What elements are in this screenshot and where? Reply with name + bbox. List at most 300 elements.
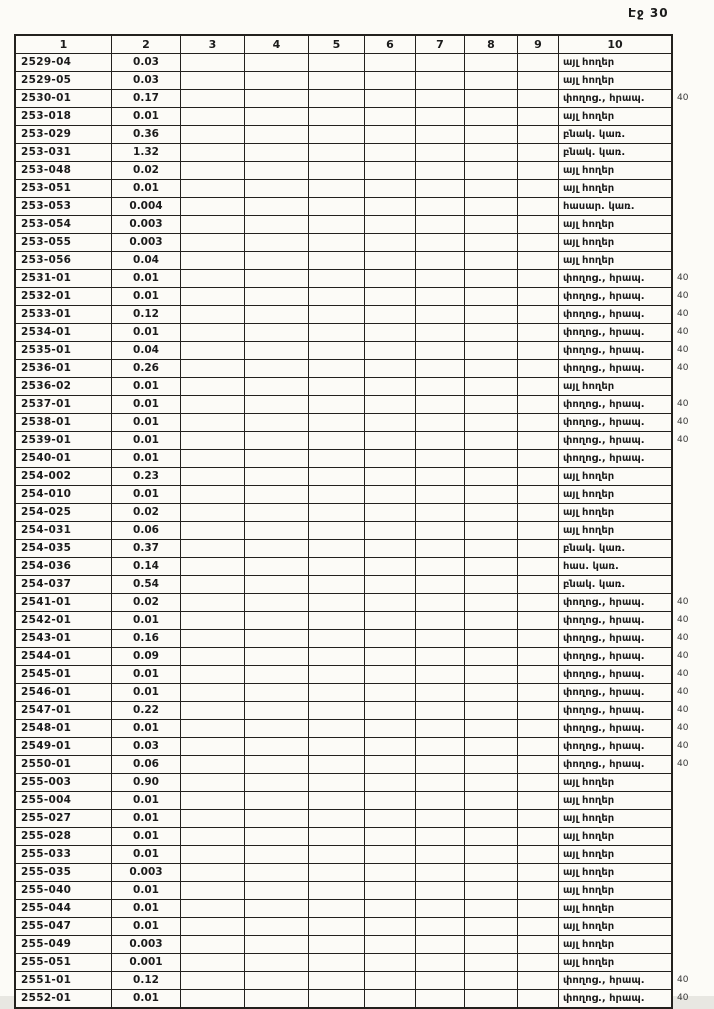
row-value-cell: 0.54 <box>112 576 180 593</box>
empty-cell <box>365 738 415 755</box>
empty-cell <box>181 144 244 161</box>
row-use-cell: փողոց., հրապ. <box>559 342 671 359</box>
row-code-cell: 254-036 <box>16 558 111 575</box>
empty-cell <box>245 90 308 107</box>
empty-cell <box>309 594 364 611</box>
empty-cell <box>245 576 308 593</box>
empty-cell <box>245 918 308 935</box>
empty-cell <box>465 270 517 287</box>
row-use-cell: այլ հողեր <box>559 864 671 881</box>
empty-cell <box>365 792 415 809</box>
empty-cell <box>309 270 364 287</box>
row-use-cell: այլ հողեր <box>559 252 671 269</box>
row-value-cell: 0.37 <box>112 540 180 557</box>
empty-cell <box>416 684 464 701</box>
empty-cell <box>181 126 244 143</box>
row-value-cell: 0.01 <box>112 918 180 935</box>
row-code-cell: 254-002 <box>16 468 111 485</box>
empty-cell <box>181 108 244 125</box>
empty-cell <box>309 612 364 629</box>
empty-cell <box>416 648 464 665</box>
empty-cell <box>245 288 308 305</box>
empty-cell <box>245 738 308 755</box>
empty-cell <box>181 450 244 467</box>
row-value-cell: 0.01 <box>112 900 180 917</box>
empty-cell <box>365 612 415 629</box>
empty-cell <box>416 306 464 323</box>
empty-cell <box>416 918 464 935</box>
empty-cell <box>245 666 308 683</box>
empty-cell <box>365 756 415 773</box>
empty-cell <box>309 576 364 593</box>
row-code-cell: 254-010 <box>16 486 111 503</box>
row-use-cell: փողոց., հրապ. <box>559 720 671 737</box>
empty-cell <box>416 972 464 989</box>
empty-cell <box>181 90 244 107</box>
empty-cell <box>181 54 244 71</box>
empty-cell <box>245 540 308 557</box>
row-use-cell: փողոց., հրապ. <box>559 702 671 719</box>
row-use-cell: այլ հողեր <box>559 486 671 503</box>
empty-cell <box>245 486 308 503</box>
margin-note: 40 <box>677 705 689 715</box>
empty-cell <box>518 792 558 809</box>
empty-cell <box>309 666 364 683</box>
empty-cell <box>518 720 558 737</box>
empty-cell <box>465 594 517 611</box>
empty-cell <box>309 900 364 917</box>
empty-cell <box>518 162 558 179</box>
empty-cell <box>181 252 244 269</box>
empty-cell <box>181 270 244 287</box>
margin-note: 40 <box>677 435 689 445</box>
margin-note: 40 <box>677 687 689 697</box>
empty-cell <box>465 630 517 647</box>
row-code-cell: 254-037 <box>16 576 111 593</box>
empty-cell <box>416 324 464 341</box>
row-code-cell: 255-004 <box>16 792 111 809</box>
row-code-cell: 254-025 <box>16 504 111 521</box>
row-value-cell: 0.36 <box>112 126 180 143</box>
empty-cell <box>465 576 517 593</box>
empty-cell <box>245 144 308 161</box>
column-header: 5 <box>309 36 364 53</box>
row-code-cell: 255-035 <box>16 864 111 881</box>
row-use-cell: բնակ. կառ. <box>559 576 671 593</box>
row-value-cell: 0.26 <box>112 360 180 377</box>
empty-cell <box>181 666 244 683</box>
empty-cell <box>309 144 364 161</box>
empty-cell <box>416 342 464 359</box>
empty-cell <box>518 630 558 647</box>
empty-cell <box>245 180 308 197</box>
empty-cell <box>245 342 308 359</box>
row-value-cell: 0.01 <box>112 432 180 449</box>
empty-cell <box>465 432 517 449</box>
empty-cell <box>416 846 464 863</box>
empty-cell <box>245 864 308 881</box>
empty-cell <box>518 558 558 575</box>
empty-cell <box>309 702 364 719</box>
row-value-cell: 0.02 <box>112 594 180 611</box>
margin-note: 40 <box>677 273 689 283</box>
empty-cell <box>365 504 415 521</box>
row-code-cell: 2544-01 <box>16 648 111 665</box>
row-code-cell: 255-027 <box>16 810 111 827</box>
row-use-cell: փողոց., հրապ. <box>559 90 671 107</box>
empty-cell <box>181 342 244 359</box>
row-value-cell: 0.01 <box>112 396 180 413</box>
empty-cell <box>465 558 517 575</box>
margin-note: 40 <box>677 597 689 607</box>
empty-cell <box>465 126 517 143</box>
row-use-cell: այլ հողեր <box>559 54 671 71</box>
row-use-cell: փողոց., հրապ. <box>559 990 671 1007</box>
empty-cell <box>518 450 558 467</box>
empty-cell <box>181 774 244 791</box>
row-use-cell: փողոց., հրապ. <box>559 648 671 665</box>
empty-cell <box>245 972 308 989</box>
row-use-cell: փողոց., հրապ. <box>559 972 671 989</box>
land-register-table <box>14 34 673 1009</box>
column-header: 9 <box>518 36 558 53</box>
empty-cell <box>181 324 244 341</box>
empty-cell <box>416 666 464 683</box>
empty-cell <box>245 324 308 341</box>
empty-cell <box>181 540 244 557</box>
empty-cell <box>465 378 517 395</box>
empty-cell <box>465 846 517 863</box>
empty-cell <box>245 360 308 377</box>
empty-cell <box>181 576 244 593</box>
empty-cell <box>518 756 558 773</box>
row-code-cell: 253-056 <box>16 252 111 269</box>
empty-cell <box>309 126 364 143</box>
empty-cell <box>416 756 464 773</box>
empty-cell <box>518 432 558 449</box>
empty-cell <box>518 270 558 287</box>
row-code-cell: 253-029 <box>16 126 111 143</box>
row-use-cell: փողոց., հրապ. <box>559 612 671 629</box>
empty-cell <box>309 918 364 935</box>
empty-cell <box>309 306 364 323</box>
empty-cell <box>416 216 464 233</box>
row-value-cell: 0.003 <box>112 864 180 881</box>
empty-cell <box>465 954 517 971</box>
empty-cell <box>465 414 517 431</box>
empty-cell <box>416 180 464 197</box>
row-value-cell: 0.06 <box>112 522 180 539</box>
empty-cell <box>365 882 415 899</box>
row-code-cell: 254-031 <box>16 522 111 539</box>
empty-cell <box>416 378 464 395</box>
empty-cell <box>416 792 464 809</box>
empty-cell <box>465 450 517 467</box>
empty-cell <box>465 108 517 125</box>
row-code-cell: 253-018 <box>16 108 111 125</box>
row-value-cell: 0.90 <box>112 774 180 791</box>
empty-cell <box>365 594 415 611</box>
empty-cell <box>181 684 244 701</box>
empty-cell <box>465 972 517 989</box>
empty-cell <box>518 468 558 485</box>
empty-cell <box>465 648 517 665</box>
row-value-cell: 0.01 <box>112 666 180 683</box>
empty-cell <box>416 270 464 287</box>
row-value-cell: 0.16 <box>112 630 180 647</box>
empty-cell <box>365 288 415 305</box>
empty-cell <box>181 972 244 989</box>
row-value-cell: 0.001 <box>112 954 180 971</box>
row-value-cell: 0.01 <box>112 990 180 1007</box>
empty-cell <box>365 972 415 989</box>
row-use-cell: այլ հողեր <box>559 234 671 251</box>
empty-cell <box>245 720 308 737</box>
margin-note: 40 <box>677 309 689 319</box>
empty-cell <box>465 684 517 701</box>
empty-cell <box>309 990 364 1007</box>
empty-cell <box>365 702 415 719</box>
empty-cell <box>416 522 464 539</box>
empty-cell <box>518 594 558 611</box>
margin-note: 40 <box>677 741 689 751</box>
empty-cell <box>465 540 517 557</box>
empty-cell <box>245 504 308 521</box>
empty-cell <box>181 216 244 233</box>
row-code-cell: 255-047 <box>16 918 111 935</box>
empty-cell <box>365 234 415 251</box>
empty-cell <box>181 936 244 953</box>
row-code-cell: 2552-01 <box>16 990 111 1007</box>
empty-cell <box>465 342 517 359</box>
empty-cell <box>465 504 517 521</box>
empty-cell <box>245 162 308 179</box>
empty-cell <box>465 198 517 215</box>
empty-cell <box>365 324 415 341</box>
row-code-cell: 2536-02 <box>16 378 111 395</box>
empty-cell <box>416 810 464 827</box>
row-use-cell: փողոց., հրապ. <box>559 360 671 377</box>
empty-cell <box>181 738 244 755</box>
empty-cell <box>365 90 415 107</box>
empty-cell <box>309 378 364 395</box>
empty-cell <box>416 540 464 557</box>
row-use-cell: այլ հողեր <box>559 72 671 89</box>
row-value-cell: 0.01 <box>112 720 180 737</box>
row-use-cell: այլ հողեր <box>559 522 671 539</box>
row-code-cell: 2547-01 <box>16 702 111 719</box>
empty-cell <box>181 396 244 413</box>
row-code-cell: 2549-01 <box>16 738 111 755</box>
row-use-cell: բնակ. կառ. <box>559 144 671 161</box>
empty-cell <box>309 810 364 827</box>
empty-cell <box>309 468 364 485</box>
empty-cell <box>465 882 517 899</box>
empty-cell <box>245 54 308 71</box>
empty-cell <box>518 288 558 305</box>
margin-note: 40 <box>677 723 689 733</box>
empty-cell <box>416 288 464 305</box>
row-code-cell: 2539-01 <box>16 432 111 449</box>
empty-cell <box>309 720 364 737</box>
margin-note: 40 <box>677 93 689 103</box>
empty-cell <box>416 90 464 107</box>
empty-cell <box>518 252 558 269</box>
empty-cell <box>181 378 244 395</box>
margin-note: 40 <box>677 399 689 409</box>
empty-cell <box>416 558 464 575</box>
empty-cell <box>518 846 558 863</box>
row-value-cell: 0.01 <box>112 108 180 125</box>
empty-cell <box>365 846 415 863</box>
empty-cell <box>245 954 308 971</box>
empty-cell <box>309 792 364 809</box>
empty-cell <box>518 918 558 935</box>
margin-note: 40 <box>677 363 689 373</box>
empty-cell <box>245 126 308 143</box>
empty-cell <box>465 828 517 845</box>
empty-cell <box>245 936 308 953</box>
empty-cell <box>416 702 464 719</box>
empty-cell <box>465 774 517 791</box>
empty-cell <box>309 252 364 269</box>
row-code-cell: 2541-01 <box>16 594 111 611</box>
empty-cell <box>518 486 558 503</box>
row-code-cell: 2534-01 <box>16 324 111 341</box>
row-use-cell: փողոց., հրապ. <box>559 666 671 683</box>
empty-cell <box>309 828 364 845</box>
empty-cell <box>309 864 364 881</box>
row-use-cell: այլ հողեր <box>559 108 671 125</box>
empty-cell <box>518 684 558 701</box>
empty-cell <box>245 522 308 539</box>
empty-cell <box>518 144 558 161</box>
empty-cell <box>416 162 464 179</box>
row-value-cell: 0.03 <box>112 738 180 755</box>
empty-cell <box>518 126 558 143</box>
empty-cell <box>365 486 415 503</box>
empty-cell <box>465 306 517 323</box>
row-code-cell: 2533-01 <box>16 306 111 323</box>
row-code-cell: 2545-01 <box>16 666 111 683</box>
empty-cell <box>245 594 308 611</box>
empty-cell <box>365 216 415 233</box>
empty-cell <box>465 234 517 251</box>
empty-cell <box>465 396 517 413</box>
row-code-cell: 2529-05 <box>16 72 111 89</box>
row-value-cell: 0.01 <box>112 684 180 701</box>
empty-cell <box>465 360 517 377</box>
empty-cell <box>365 666 415 683</box>
empty-cell <box>181 630 244 647</box>
empty-cell <box>465 990 517 1007</box>
row-use-cell: փողոց., հրապ. <box>559 684 671 701</box>
empty-cell <box>181 72 244 89</box>
empty-cell <box>416 900 464 917</box>
empty-cell <box>181 990 244 1007</box>
empty-cell <box>365 918 415 935</box>
row-code-cell: 255-003 <box>16 774 111 791</box>
empty-cell <box>416 252 464 269</box>
empty-cell <box>365 270 415 287</box>
empty-cell <box>245 270 308 287</box>
empty-cell <box>416 738 464 755</box>
row-code-cell: 253-053 <box>16 198 111 215</box>
empty-cell <box>309 162 364 179</box>
empty-cell <box>416 774 464 791</box>
empty-cell <box>365 144 415 161</box>
row-code-cell: 2551-01 <box>16 972 111 989</box>
empty-cell <box>465 324 517 341</box>
empty-cell <box>365 522 415 539</box>
empty-cell <box>365 108 415 125</box>
row-code-cell: 2532-01 <box>16 288 111 305</box>
row-value-cell: 0.06 <box>112 756 180 773</box>
margin-note: 40 <box>677 669 689 679</box>
empty-cell <box>465 918 517 935</box>
empty-cell <box>245 810 308 827</box>
empty-cell <box>518 972 558 989</box>
empty-cell <box>416 594 464 611</box>
row-use-cell: այլ հողեր <box>559 504 671 521</box>
empty-cell <box>518 774 558 791</box>
empty-cell <box>365 810 415 827</box>
empty-cell <box>309 972 364 989</box>
empty-cell <box>365 864 415 881</box>
empty-cell <box>309 522 364 539</box>
row-code-cell: 253-051 <box>16 180 111 197</box>
empty-cell <box>245 108 308 125</box>
empty-cell <box>181 234 244 251</box>
empty-cell <box>181 954 244 971</box>
empty-cell <box>365 198 415 215</box>
empty-cell <box>416 396 464 413</box>
empty-cell <box>309 288 364 305</box>
empty-cell <box>181 432 244 449</box>
row-use-cell: այլ հողեր <box>559 936 671 953</box>
empty-cell <box>365 558 415 575</box>
empty-cell <box>465 216 517 233</box>
empty-cell <box>245 702 308 719</box>
row-use-cell: այլ հողեր <box>559 954 671 971</box>
empty-cell <box>181 846 244 863</box>
row-value-cell: 0.01 <box>112 378 180 395</box>
empty-cell <box>465 666 517 683</box>
row-value-cell: 0.003 <box>112 234 180 251</box>
empty-cell <box>465 702 517 719</box>
empty-cell <box>518 738 558 755</box>
empty-cell <box>465 162 517 179</box>
column-header: 2 <box>112 36 180 53</box>
row-code-cell: 254-035 <box>16 540 111 557</box>
empty-cell <box>416 468 464 485</box>
empty-cell <box>518 180 558 197</box>
empty-cell <box>365 990 415 1007</box>
empty-cell <box>181 810 244 827</box>
empty-cell <box>518 954 558 971</box>
empty-cell <box>365 414 415 431</box>
row-use-cell: փողոց., հրապ. <box>559 450 671 467</box>
empty-cell <box>245 306 308 323</box>
row-use-cell: փողոց., հրապ. <box>559 324 671 341</box>
empty-cell <box>181 414 244 431</box>
row-use-cell: այլ հողեր <box>559 810 671 827</box>
empty-cell <box>465 810 517 827</box>
empty-cell <box>309 954 364 971</box>
empty-cell <box>365 378 415 395</box>
row-value-cell: 0.02 <box>112 162 180 179</box>
empty-cell <box>518 90 558 107</box>
